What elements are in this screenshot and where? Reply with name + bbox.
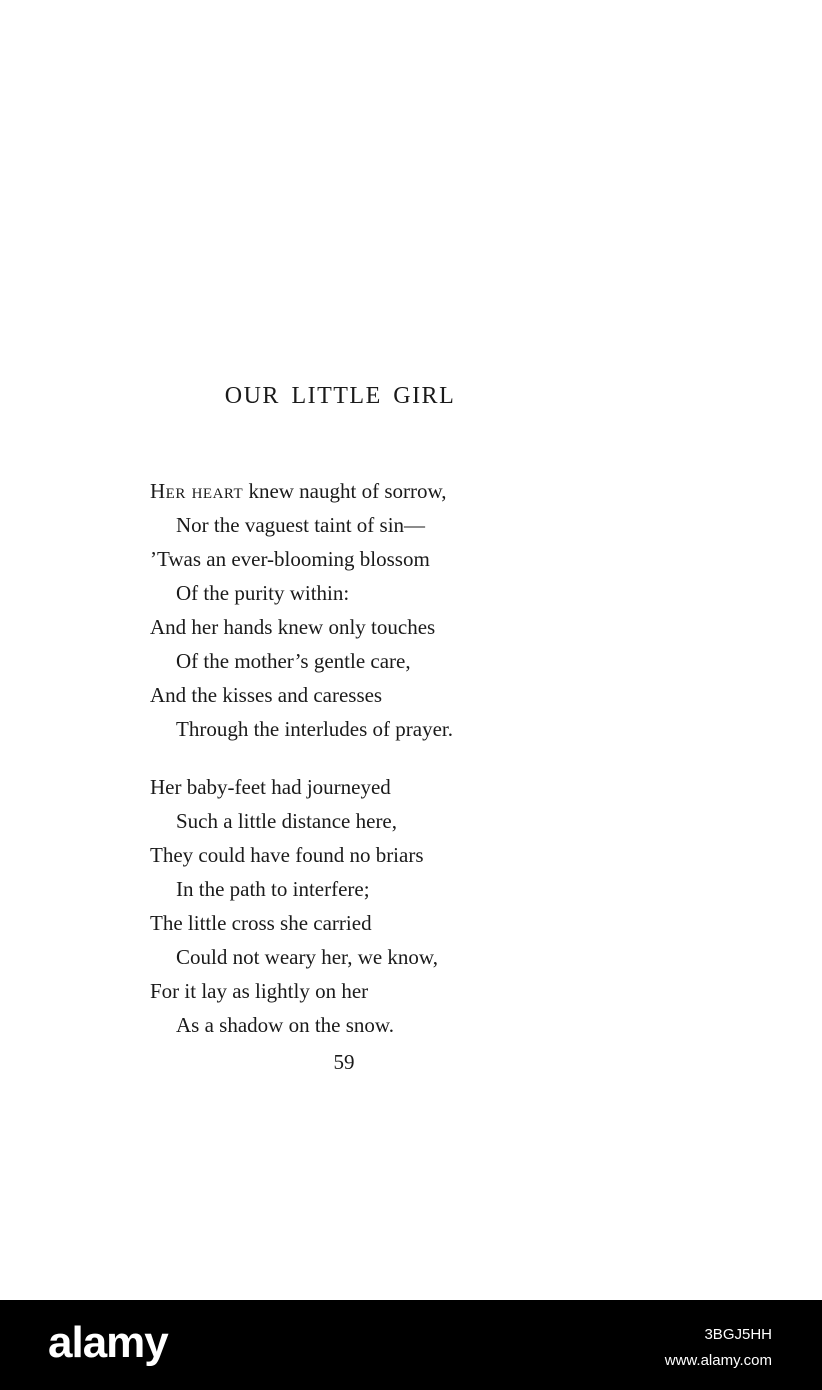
poem-line-lead: Her heart (150, 479, 244, 503)
poem-line: Nor the vaguest taint of sin— (176, 513, 426, 537)
stanza-1 (150, 474, 453, 746)
poem-line-rest: knew naught of sorrow, (243, 479, 447, 503)
stanza-2 (150, 770, 438, 1042)
poem-line: ’Twas an ever-blooming blossom (150, 547, 430, 571)
poem-line: In the path to interfere; (176, 877, 370, 901)
poem-line: As a shadow on the snow. (176, 1013, 394, 1037)
watermark-logo: alamy (48, 1318, 168, 1367)
poem-line: Through the interludes of prayer. (176, 717, 453, 741)
poem-line: They could have found no briars (150, 843, 424, 867)
poem-line: Her baby-feet had journeyed (150, 775, 391, 799)
poem-line: And the kisses and caresses (150, 683, 383, 707)
poem-line: For it lay as lightly on her (150, 979, 369, 1003)
poem-line: The little cross she carried (150, 911, 372, 935)
poem-line: And her hands knew only touches (150, 615, 436, 639)
poem-title: OUR LITTLE GIRL (224, 383, 456, 409)
watermark-info (665, 1322, 772, 1374)
watermark-site: www.alamy.com (664, 1352, 772, 1369)
poem-line: Of the mother’s gentle care, (176, 649, 411, 673)
poem-line: Such a little distance here, (176, 809, 398, 833)
poem-line: Of the purity within: (176, 581, 350, 605)
watermark-image-id: 3BGJ5HH (704, 1326, 772, 1343)
page-number: 59 (333, 1050, 355, 1074)
poem-line: Could not weary her, we know, (176, 945, 438, 969)
poem-line (150, 474, 453, 508)
